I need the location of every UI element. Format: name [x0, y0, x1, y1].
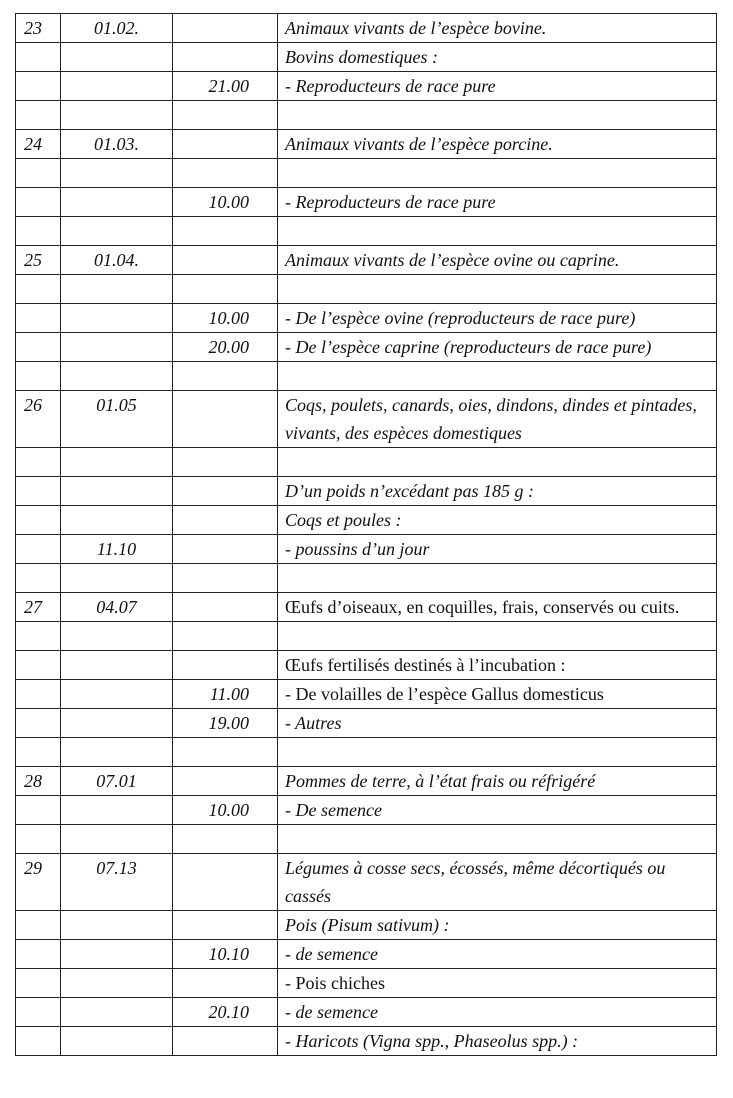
row-number-cell: 29 — [16, 854, 61, 911]
row-number-cell: 23 — [16, 14, 61, 43]
row-number-cell — [16, 188, 61, 217]
description-cell: Animaux vivants de l’espèce porcine. — [278, 130, 717, 159]
subheading-code-cell — [173, 391, 278, 448]
heading-code-cell — [61, 622, 173, 651]
subheading-code-cell — [173, 14, 278, 43]
subheading-code-cell — [173, 564, 278, 593]
subheading-code-cell: 19.00 — [173, 709, 278, 738]
heading-code-cell — [61, 825, 173, 854]
table-row — [16, 622, 717, 651]
subheading-code-cell — [173, 622, 278, 651]
heading-code-cell — [61, 217, 173, 246]
row-number-cell: 24 — [16, 130, 61, 159]
description-cell: - de semence — [278, 940, 717, 969]
table-row — [16, 767, 717, 796]
description-cell: Œufs fertilisés destinés à l’incubation : — [278, 651, 717, 680]
row-number-cell — [16, 101, 61, 130]
subheading-code-cell — [173, 43, 278, 72]
table-row — [16, 217, 717, 246]
subheading-code-cell — [173, 101, 278, 130]
row-number-cell — [16, 825, 61, 854]
tariff-document-page — [15, 13, 716, 1056]
row-number-cell — [16, 680, 61, 709]
row-number-cell — [16, 622, 61, 651]
row-number-cell — [16, 43, 61, 72]
description-cell: - Reproducteurs de race pure — [278, 72, 717, 101]
description-cell — [278, 448, 717, 477]
table-row — [16, 651, 717, 680]
row-number-cell — [16, 275, 61, 304]
subheading-code-cell — [173, 217, 278, 246]
description-cell: Légumes à cosse secs, écossés, même décortiqués ou cassés — [278, 854, 717, 911]
description-cell — [278, 738, 717, 767]
heading-code-cell: 01.04. — [61, 246, 173, 275]
subheading-code-cell — [173, 854, 278, 911]
heading-code-cell — [61, 448, 173, 477]
heading-code-cell — [61, 333, 173, 362]
description-cell: Bovins domestiques : — [278, 43, 717, 72]
description-cell: - Autres — [278, 709, 717, 738]
table-row — [16, 101, 717, 130]
table-row — [16, 72, 717, 101]
heading-code-cell — [61, 159, 173, 188]
heading-code-cell — [61, 188, 173, 217]
heading-code-cell — [61, 101, 173, 130]
row-number-cell — [16, 304, 61, 333]
heading-code-cell — [61, 940, 173, 969]
subheading-code-cell — [173, 969, 278, 998]
tariff-table — [15, 13, 717, 1056]
row-number-cell — [16, 998, 61, 1027]
subheading-code-cell: 20.10 — [173, 998, 278, 1027]
subheading-code-cell: 10.00 — [173, 304, 278, 333]
table-row — [16, 246, 717, 275]
heading-code-cell: 01.05 — [61, 391, 173, 448]
description-cell: Animaux vivants de l’espèce bovine. — [278, 14, 717, 43]
heading-code-cell: 01.02. — [61, 14, 173, 43]
row-number-cell — [16, 448, 61, 477]
heading-code-cell — [61, 362, 173, 391]
heading-code-cell — [61, 564, 173, 593]
row-number-cell — [16, 506, 61, 535]
description-cell — [278, 564, 717, 593]
description-cell: Animaux vivants de l’espèce ovine ou caprine. — [278, 246, 717, 275]
subheading-code-cell — [173, 275, 278, 304]
description-cell: Œufs d’oiseaux, en coquilles, frais, conservés ou cuits. — [278, 593, 717, 622]
subheading-code-cell — [173, 506, 278, 535]
row-number-cell: 27 — [16, 593, 61, 622]
subheading-code-cell — [173, 477, 278, 506]
heading-code-cell — [61, 275, 173, 304]
table-row — [16, 304, 717, 333]
table-row — [16, 391, 717, 448]
heading-code-cell — [61, 304, 173, 333]
row-number-cell: 25 — [16, 246, 61, 275]
subheading-code-cell — [173, 593, 278, 622]
description-cell: - Haricots (Vigna spp., Phaseolus spp.) : — [278, 1027, 717, 1056]
table-row — [16, 738, 717, 767]
subheading-code-cell — [173, 1027, 278, 1056]
description-cell — [278, 275, 717, 304]
subheading-code-cell: 20.00 — [173, 333, 278, 362]
row-number-cell — [16, 535, 61, 564]
description-cell — [278, 825, 717, 854]
description-cell — [278, 101, 717, 130]
subheading-code-cell — [173, 362, 278, 391]
table-row — [16, 564, 717, 593]
table-row — [16, 940, 717, 969]
table-row — [16, 680, 717, 709]
table-row — [16, 159, 717, 188]
heading-code-cell: 07.01 — [61, 767, 173, 796]
subheading-code-cell — [173, 738, 278, 767]
subheading-code-cell — [173, 159, 278, 188]
row-number-cell — [16, 159, 61, 188]
description-cell: - Reproducteurs de race pure — [278, 188, 717, 217]
table-row — [16, 362, 717, 391]
heading-code-cell — [61, 969, 173, 998]
table-row — [16, 998, 717, 1027]
subheading-code-cell — [173, 767, 278, 796]
row-number-cell — [16, 709, 61, 738]
heading-code-cell — [61, 998, 173, 1027]
description-cell: D’un poids n’excédant pas 185 g : — [278, 477, 717, 506]
table-row — [16, 188, 717, 217]
description-cell — [278, 159, 717, 188]
subheading-code-cell — [173, 651, 278, 680]
row-number-cell — [16, 651, 61, 680]
table-row — [16, 854, 717, 911]
row-number-cell — [16, 217, 61, 246]
heading-code-cell — [61, 506, 173, 535]
heading-code-cell — [61, 1027, 173, 1056]
description-cell — [278, 622, 717, 651]
heading-code-cell: 04.07 — [61, 593, 173, 622]
subheading-code-cell — [173, 130, 278, 159]
description-cell: Coqs, poulets, canards, oies, dindons, dindes et pintades, vivants, des espèces domestiques — [278, 391, 717, 448]
description-cell: - Pois chiches — [278, 969, 717, 998]
row-number-cell — [16, 796, 61, 825]
heading-code-cell: 07.13 — [61, 854, 173, 911]
row-number-cell — [16, 362, 61, 391]
description-cell: - De l’espèce ovine (reproducteurs de race pure) — [278, 304, 717, 333]
table-row — [16, 506, 717, 535]
heading-code-cell — [61, 72, 173, 101]
row-number-cell: 26 — [16, 391, 61, 448]
row-number-cell — [16, 911, 61, 940]
table-row — [16, 130, 717, 159]
heading-code-cell — [61, 738, 173, 767]
description-cell — [278, 217, 717, 246]
subheading-code-cell — [173, 246, 278, 275]
description-cell: - De l’espèce caprine (reproducteurs de race pure) — [278, 333, 717, 362]
row-number-cell — [16, 564, 61, 593]
description-cell: - de semence — [278, 998, 717, 1027]
table-row — [16, 911, 717, 940]
tariff-table-body — [16, 14, 717, 1056]
heading-code-cell — [61, 651, 173, 680]
subheading-code-cell: 11.00 — [173, 680, 278, 709]
table-row — [16, 477, 717, 506]
table-row — [16, 709, 717, 738]
subheading-code-cell — [173, 535, 278, 564]
subheading-code-cell — [173, 911, 278, 940]
table-row — [16, 969, 717, 998]
table-row — [16, 825, 717, 854]
description-cell: - De volailles de l’espèce Gallus domesticus — [278, 680, 717, 709]
row-number-cell — [16, 738, 61, 767]
heading-code-cell — [61, 43, 173, 72]
table-row — [16, 43, 717, 72]
description-cell: - poussins d’un jour — [278, 535, 717, 564]
subheading-code-cell: 10.00 — [173, 188, 278, 217]
subheading-code-cell — [173, 448, 278, 477]
subheading-code-cell: 10.00 — [173, 796, 278, 825]
heading-code-cell — [61, 680, 173, 709]
table-row — [16, 333, 717, 362]
row-number-cell — [16, 72, 61, 101]
description-cell: Coqs et poules : — [278, 506, 717, 535]
table-row — [16, 535, 717, 564]
heading-code-cell — [61, 911, 173, 940]
description-cell: Pommes de terre, à l’état frais ou réfrigéré — [278, 767, 717, 796]
row-number-cell — [16, 333, 61, 362]
row-number-cell — [16, 1027, 61, 1056]
heading-code-cell: 11.10 — [61, 535, 173, 564]
row-number-cell: 28 — [16, 767, 61, 796]
subheading-code-cell: 10.10 — [173, 940, 278, 969]
description-cell: - De semence — [278, 796, 717, 825]
row-number-cell — [16, 940, 61, 969]
description-cell — [278, 362, 717, 391]
table-row — [16, 1027, 717, 1056]
heading-code-cell — [61, 477, 173, 506]
heading-code-cell — [61, 796, 173, 825]
subheading-code-cell: 21.00 — [173, 72, 278, 101]
table-row — [16, 14, 717, 43]
description-cell: Pois (Pisum sativum) : — [278, 911, 717, 940]
table-row — [16, 275, 717, 304]
table-row — [16, 796, 717, 825]
row-number-cell — [16, 969, 61, 998]
subheading-code-cell — [173, 825, 278, 854]
heading-code-cell — [61, 709, 173, 738]
row-number-cell — [16, 477, 61, 506]
heading-code-cell: 01.03. — [61, 130, 173, 159]
table-row — [16, 593, 717, 622]
table-row — [16, 448, 717, 477]
